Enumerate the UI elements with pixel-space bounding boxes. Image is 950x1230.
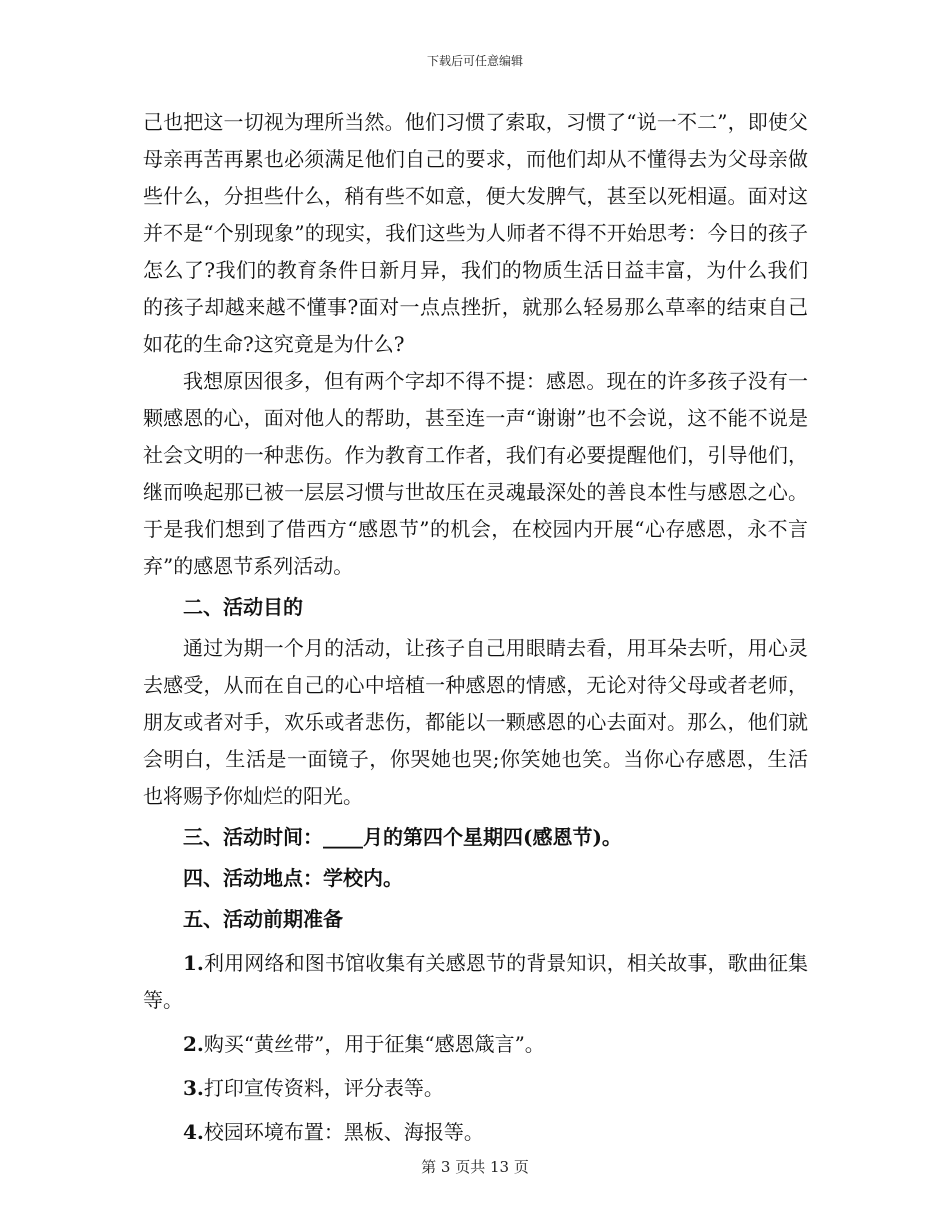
list-item-number: 4. — [183, 1120, 204, 1144]
document-body — [143, 104, 808, 1155]
list-item-text: 校园环境布置：黑板、海报等。 — [203, 1120, 484, 1144]
list-item — [143, 1070, 808, 1107]
paragraph-gratitude-reason: 我想原因很多，但有两个字却不得不提：感恩。现在的许多孩子没有一颗感恩的心，面对他人的帮助，甚至连一声“谢谢”也不会说，这不能不说是社会文明的一种悲伤。作为教育工作者，我们有必要提醒他们，引导他们，继而唤起那已被一层层习惯与世故压在灵魂最深处的善良本性与感恩之心。于是我们想到了借西方“感恩节”的机会，在校园内开展“心存感恩，永不言弃”的感恩节系列活动。 — [143, 369, 808, 578]
section-heading-location: 四、活动地点：学校内。 — [183, 866, 403, 890]
list-item-number: 2. — [183, 1032, 204, 1056]
list-item-number: 1. — [183, 951, 204, 975]
page-header: 下载后可任意编辑 — [426, 54, 523, 68]
list-item — [143, 945, 808, 1019]
section-heading-purpose: 二、活动目的 — [183, 595, 303, 619]
paragraph-continuation: 己也把这一切视为理所当然。他们习惯了索取，习惯了“说一不二”，即使父母亲再苦再累也必须满足他们自己的要求，而他们却从不懂得去为父母亲做些什么，分担些什么，稍有些不如意，便大发脾气，甚至以死相逼。面对这并不是“个别现象”的现实，我们这些为人师者不得不开始思考：今日的孩子怎么了?我们的教育条件日新月异，我们的物质生活日益丰富，为什么我们的孩子却越来越不懂事?面对一点点挫折，就那么轻易那么草率的结束自己如花的生命?这究竟是为什么? — [143, 110, 808, 356]
list-item — [143, 1026, 808, 1063]
list-item-text: 打印宣传资料，评分表等。 — [203, 1076, 444, 1100]
paragraph-purpose: 通过为期一个月的活动，让孩子自己用眼睛去看，用耳朵去听，用心灵去感受，从而在自己的心中培植一种感恩的情感，无论对待父母或者老师，朋友或者对手，欢乐或者悲伤，都能以一颗感恩的心去面对。那么，他们就会明白，生活是一面镜子，你哭她也哭;你笑她也笑。当你心存感恩，生活也将赐予你灿烂的阳光。 — [143, 636, 808, 808]
section-heading-time: 三、活动时间：____月的第四个星期四(感恩节)。 — [183, 825, 622, 849]
list-item-text: 利用网络和图书馆收集有关感恩节的背景知识，相关故事，歌曲征集等。 — [143, 951, 808, 1012]
section-heading-preparation: 五、活动前期准备 — [183, 907, 343, 931]
list-item-number: 3. — [183, 1076, 204, 1100]
page-footer: 第 3 页共 13 页 — [421, 1158, 529, 1176]
list-item — [143, 1114, 808, 1151]
list-item-text: 购买“黄丝带”，用于征集“感恩箴言”。 — [203, 1032, 545, 1056]
